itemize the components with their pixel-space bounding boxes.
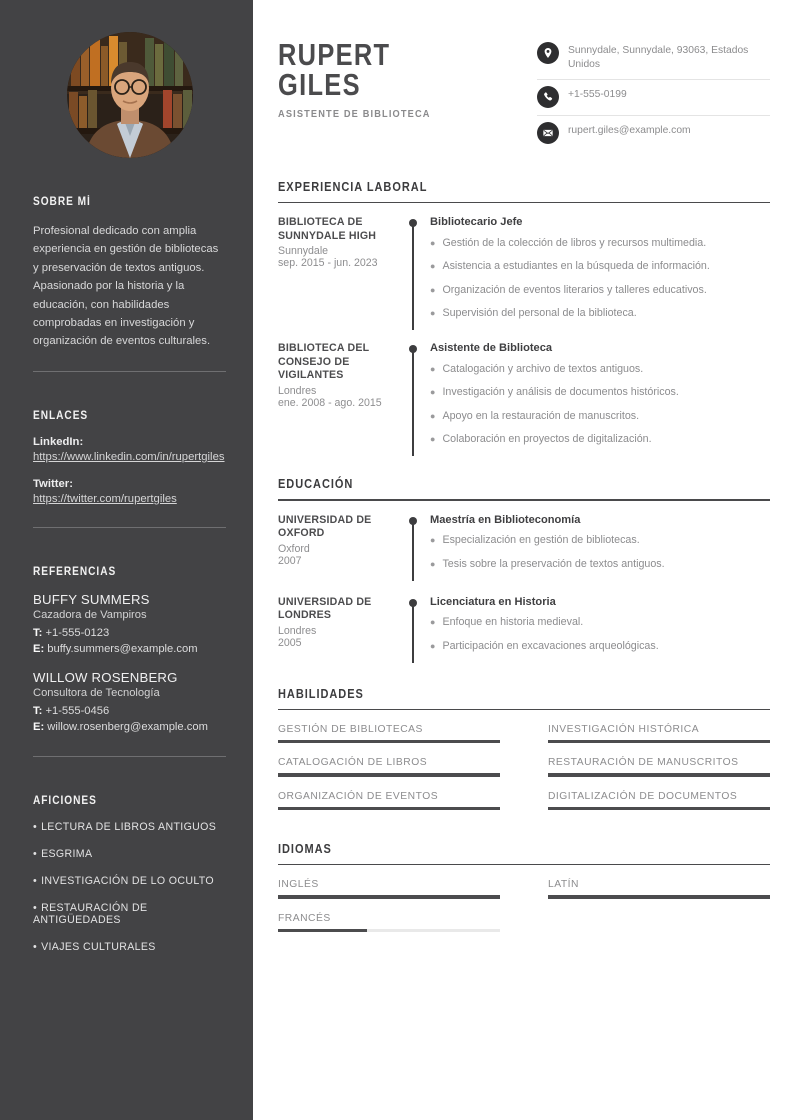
skill-label: INVESTIGACIÓN HISTÓRICA: [548, 723, 700, 735]
entry-title: Licenciatura en Historia: [430, 595, 556, 608]
skill-bar-fill: [278, 807, 500, 810]
bullet-row: [430, 556, 770, 573]
languages-heading: IDIOMAS: [278, 842, 332, 857]
hobby-label: RESTAURACIÓN DE ANTIGÜEDADES: [33, 901, 148, 926]
skill-bar-track: [548, 740, 770, 743]
phone-icon: [537, 86, 559, 108]
first-name: RUPERT: [278, 37, 391, 72]
bullet-icon: ●: [430, 535, 436, 546]
language-bar-fill: [548, 895, 770, 898]
skill-bar-fill: [548, 773, 770, 776]
contact-row-phone: [537, 80, 770, 116]
bullet-text: Apoyo en la restauración de manuscritos.: [442, 409, 640, 422]
timeline: [408, 514, 421, 573]
bullet-row: [430, 282, 770, 299]
hobby-item: [33, 941, 226, 953]
entry-location: Sunnydale: [278, 245, 329, 258]
divider: [33, 756, 226, 757]
sidebar: [0, 0, 253, 1120]
language-label: LATÍN: [548, 879, 579, 891]
bullet-icon: ●: [430, 284, 436, 295]
bullet-text: Tesis sobre la preservación de textos antiguos.: [442, 557, 665, 570]
phone-value: +1-555-0456: [45, 704, 110, 717]
job-title: ASISTENTE DE BIBLIOTECA: [278, 108, 431, 120]
timeline-line: [412, 226, 413, 330]
bullet-row: [430, 614, 770, 631]
bullet-icon: •: [33, 874, 38, 887]
language-bar-track: [548, 895, 770, 898]
bullet-row: [430, 431, 770, 448]
skill-bar-fill: [548, 807, 770, 810]
timeline-line: [412, 606, 413, 663]
bullet-icon: •: [33, 940, 38, 953]
phone-label: T:: [33, 704, 43, 717]
entry-dates: 2007: [278, 554, 302, 567]
skill-label: ORGANIZACIÓN DE EVENTOS: [278, 790, 439, 802]
divider: [33, 527, 226, 528]
skill-bar-track: [278, 740, 500, 743]
hobby-label: VIAJES CULTURALES: [41, 940, 156, 953]
reference-phone: [33, 625, 226, 642]
email-label: E:: [33, 643, 45, 656]
section-rule: [278, 499, 770, 500]
phone-value: +1-555-0123: [45, 626, 110, 639]
language-bar-fill: [278, 929, 367, 932]
skill-label: DIGITALIZACIÓN DE DOCUMENTOS: [548, 790, 738, 802]
about-heading: SOBRE MÍ: [33, 196, 91, 208]
skill-item: [548, 724, 770, 743]
reference-email: [33, 641, 226, 658]
reference-phone: [33, 703, 226, 720]
language-label: INGLÉS: [278, 879, 319, 891]
location-pin-icon: [537, 42, 559, 64]
contact-address: Sunnydale, Sunnydale, 93063, Estados Unidos: [568, 45, 749, 70]
education-heading: EDUCACIÓN: [278, 477, 354, 492]
skill-bar-track: [548, 773, 770, 776]
entry-organization: UNIVERSIDAD DE OXFORD: [278, 513, 372, 540]
bullet-icon: ●: [430, 410, 436, 421]
divider: [33, 371, 226, 372]
reference-role: Cazadora de Vampiros: [33, 608, 147, 621]
bullet-icon: •: [33, 847, 38, 860]
experience-section: [278, 180, 770, 448]
bullet-row: [430, 384, 770, 401]
reference-email: [33, 719, 226, 736]
profile-photo: [67, 32, 193, 158]
entry-organization: BIBLIOTECA DE SUNNYDALE HIGH: [278, 216, 377, 242]
skills-heading: HABILIDADES: [278, 686, 364, 701]
experience-entry: [278, 342, 770, 448]
hobby-label: LECTURA DE LIBROS ANTIGUOS: [41, 820, 217, 833]
language-item: [278, 913, 500, 932]
language-item: [278, 879, 500, 898]
bullet-text: Catalogación y archivo de textos antiguos.: [442, 362, 644, 375]
hobby-item: [33, 902, 226, 926]
language-bar-track: [278, 895, 500, 898]
last-name: GILES: [278, 67, 361, 102]
skill-label: RESTAURACIÓN DE MANUSCRITOS: [548, 757, 739, 769]
skill-bar-fill: [278, 773, 500, 776]
experience-entry: [278, 216, 770, 322]
links-heading: ENLACES: [33, 409, 89, 422]
hobbies-heading: AFICIONES: [33, 794, 97, 807]
skill-bar-fill: [548, 740, 770, 743]
header: [278, 34, 770, 151]
hobby-item: [33, 875, 226, 887]
bullet-text: Colaboración en proyectos de digitalización.: [442, 433, 652, 446]
bullet-text: Organización de eventos literarios y talleres educativos.: [442, 283, 707, 296]
bullet-icon: ●: [430, 434, 436, 445]
main-content: [253, 0, 794, 1120]
education-entry: [278, 596, 770, 655]
section-rule: [278, 202, 770, 203]
language-bar-track: [278, 929, 500, 932]
skill-label: CATALOGACIÓN DE LIBROS: [278, 757, 428, 769]
bullet-icon: ●: [430, 558, 436, 569]
skill-bar-track: [548, 807, 770, 810]
bullet-text: Enfoque en historia medieval.: [442, 616, 584, 629]
bullet-row: [430, 235, 770, 252]
bullet-text: Especialización en gestión de bibliotecas.: [442, 534, 640, 547]
entry-organization: BIBLIOTECA DEL CONSEJO DE VIGILANTES: [278, 342, 370, 382]
entry-meta: [278, 342, 408, 448]
bullet-text: Supervisión del personal de la biblioteca.: [442, 307, 637, 320]
email-label: E:: [33, 721, 45, 734]
bullet-icon: •: [33, 901, 38, 914]
entry-meta: [278, 514, 408, 573]
entry-title: Bibliotecario Jefe: [430, 216, 523, 229]
contact-row-email: [537, 116, 770, 151]
name-block: [278, 34, 523, 120]
avatar: [33, 32, 226, 158]
bullet-icon: ●: [430, 363, 436, 374]
link-item-linkedin: [33, 436, 226, 465]
entry-body: [421, 596, 770, 655]
skills-grid: [278, 710, 770, 810]
contact-list: [523, 34, 770, 151]
bullet-icon: ●: [430, 617, 436, 628]
skill-item: [278, 757, 500, 776]
bullet-row: [430, 305, 770, 322]
link-label: LinkedIn:: [33, 435, 84, 448]
languages-section: [278, 842, 770, 932]
about-text: Profesional dedicado con amplia experiencia en gestión de bibliotecas y preservación de textos antiguos. Apasionado por la historia y la educación, con habilidades comprobadas en investigación y organización de eventos culturales.: [33, 225, 219, 348]
email-value: willow.rosenberg@example.com: [47, 721, 208, 734]
language-item: [548, 879, 770, 898]
skill-label: GESTIÓN DE BIBLIOTECAS: [278, 723, 423, 735]
skill-item: [548, 757, 770, 776]
education-section: [278, 477, 770, 654]
timeline-line: [412, 352, 413, 456]
entry-location: Oxford: [278, 542, 310, 555]
hobby-item: [33, 821, 226, 833]
link-item-twitter: [33, 478, 226, 507]
skill-bar-track: [278, 773, 500, 776]
timeline: [408, 216, 421, 322]
entry-body: [421, 514, 770, 573]
entry-dates: ene. 2008 - ago. 2015: [278, 397, 382, 410]
skill-item: [278, 724, 500, 743]
bullet-icon: ●: [430, 640, 436, 651]
hobby-label: INVESTIGACIÓN DE LO OCULTO: [41, 874, 215, 887]
hobby-label: ESGRIMA: [41, 847, 93, 860]
skill-bar-track: [278, 807, 500, 810]
timeline: [408, 342, 421, 448]
languages-grid: [278, 865, 770, 932]
hobby-item: [33, 848, 226, 860]
bullet-row: [430, 638, 770, 655]
reference-role: Consultora de Tecnología: [33, 686, 160, 699]
entry-title: Maestría en Biblioteconomía: [430, 513, 581, 526]
skill-item: [548, 791, 770, 810]
link-url-linkedin[interactable]: https://www.linkedin.com/in/rupertgiles: [33, 450, 225, 463]
bullet-icon: ●: [430, 387, 436, 398]
bullet-text: Participación en excavaciones arqueológicas.: [442, 639, 659, 652]
language-label: FRANCÉS: [278, 912, 331, 924]
entry-body: [421, 216, 770, 322]
entry-dates: sep. 2015 - jun. 2023: [278, 257, 378, 270]
reference-name: WILLOW ROSENBERG: [33, 669, 178, 685]
experience-heading: EXPERIENCIA LABORAL: [278, 180, 428, 194]
references-heading: REFERENCIAS: [33, 565, 117, 578]
link-label: Twitter:: [33, 477, 73, 490]
entry-dates: 2005: [278, 636, 302, 649]
envelope-icon: [537, 122, 559, 144]
timeline-line: [412, 524, 413, 581]
contact-row-address: [537, 36, 770, 80]
entry-title: Asistente de Biblioteca: [430, 342, 553, 355]
entry-location: Londres: [278, 624, 317, 637]
email-value: buffy.summers@example.com: [47, 643, 198, 656]
bullet-row: [430, 258, 770, 275]
entry-body: [421, 342, 770, 448]
entry-organization: UNIVERSIDAD DE LONDRES: [278, 595, 372, 622]
bullet-icon: ●: [430, 237, 436, 248]
language-bar-fill: [278, 895, 500, 898]
skill-bar-fill: [278, 740, 500, 743]
contact-email: rupert.giles@example.com: [568, 125, 691, 136]
bullet-text: Investigación y análisis de documentos históricos.: [442, 386, 679, 399]
phone-label: T:: [33, 626, 43, 639]
skill-item: [278, 791, 500, 810]
bullet-row: [430, 408, 770, 425]
bullet-text: Asistencia a estudiantes en la búsqueda de información.: [442, 260, 710, 273]
bullet-icon: ●: [430, 261, 436, 272]
bullet-row: [430, 361, 770, 378]
entry-location: Londres: [278, 385, 317, 398]
timeline: [408, 596, 421, 655]
entry-meta: [278, 596, 408, 655]
bullet-row: [430, 532, 770, 549]
entry-meta: [278, 216, 408, 322]
reference-name: BUFFY SUMMERS: [33, 591, 150, 607]
link-url-twitter[interactable]: https://twitter.com/rupertgiles: [33, 492, 177, 505]
contact-phone: +1-555-0199: [568, 89, 627, 100]
skills-section: [278, 687, 770, 810]
reference-item: [33, 592, 226, 658]
bullet-text: Gestión de la colección de libros y recursos multimedia.: [442, 236, 707, 249]
bullet-icon: •: [33, 820, 38, 833]
reference-item: [33, 670, 226, 736]
education-entry: [278, 514, 770, 573]
bullet-icon: ●: [430, 308, 436, 319]
